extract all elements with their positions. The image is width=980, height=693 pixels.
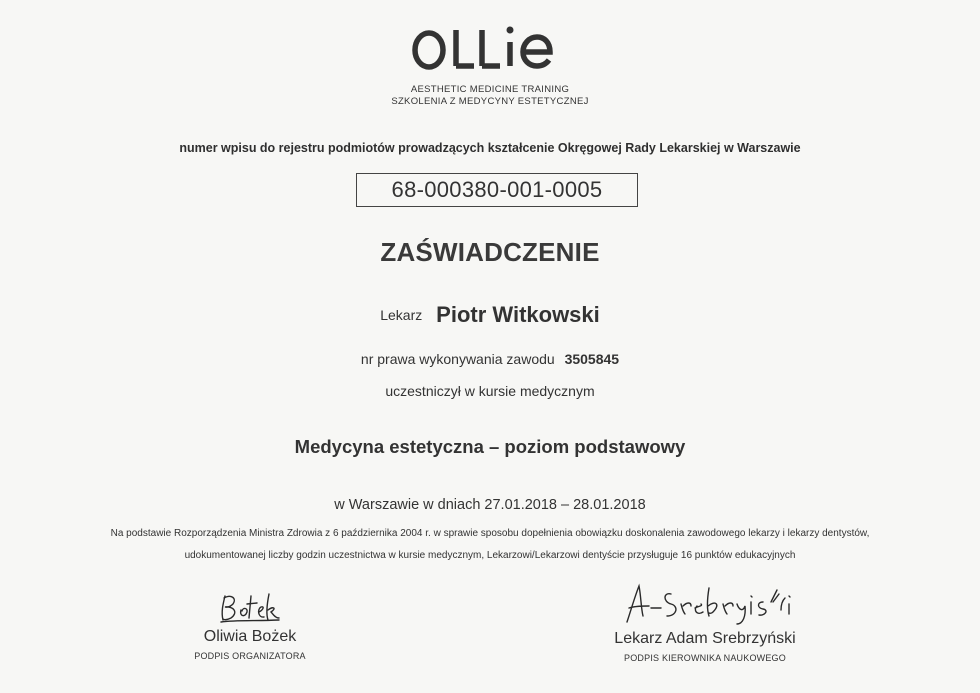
organizer-role: PODPIS ORGANIZATORA — [194, 651, 306, 661]
scientific-lead-name: Lekarz Adam Srebrzyński — [614, 630, 796, 647]
license-row — [0, 351, 980, 367]
registry-text: numer wpisu do rejestru podmiotów prowadzących kształcenie Okręgowej Rady Lekarskiej w Warszawie — [179, 141, 801, 155]
logo-tagline-en: AESTHETIC MEDICINE TRAINING — [410, 84, 570, 95]
registry-number: 68-000380-001-0005 — [391, 177, 603, 202]
logo-tagline-pl: SZKOLENIA Z MEDYCYNY ESTETYCZNEJ — [391, 96, 589, 107]
scientific-lead-role: PODPIS KIEROWNIKA NAUKOWEGO — [624, 653, 786, 663]
course-name: Medycyna estetyczna – poziom podstawowy — [294, 436, 686, 457]
license-number: 3505845 — [564, 351, 620, 367]
organizer-name: Oliwia Bożek — [203, 628, 297, 645]
registry-number-box — [356, 173, 638, 207]
license-label: nr prawa wykonywania zawodu — [360, 351, 555, 367]
doctor-prefix: Lekarz — [380, 307, 423, 323]
certificate-title: ZAŚWIADCZENIE — [380, 237, 600, 267]
course-dates: w Warszawie w dniach 27.01.2018 – 28.01.2018 — [334, 497, 646, 513]
legal-text-line1: Na podstawie Rozporządzenia Ministra Zdrowia z 6 października 2004 r. w sprawie sposobu dopełnienia obowiązku doskonalenia zawodowego lekarzy i lekarzy dentystów, — [110, 528, 870, 539]
legal-text-line2: udokumentowanej liczby godzin uczestnictwa w kursie medycznym, Lekarzowi/Lekarzowi dentyście przysługuje 16 punktów edukacyjnych — [184, 550, 796, 561]
handwritten-signature-right — [605, 582, 805, 628]
ollie-logo — [0, 18, 980, 86]
signature-scientific-lead — [585, 582, 825, 663]
participated-text: uczestniczył w kursie medycznym — [385, 383, 595, 399]
handwritten-signature-left — [215, 590, 285, 626]
signature-organizer — [150, 590, 350, 661]
ollie-logo-mark — [410, 18, 570, 74]
doctor-row — [0, 302, 980, 328]
doctor-name: Piotr Witkowski — [436, 302, 600, 327]
